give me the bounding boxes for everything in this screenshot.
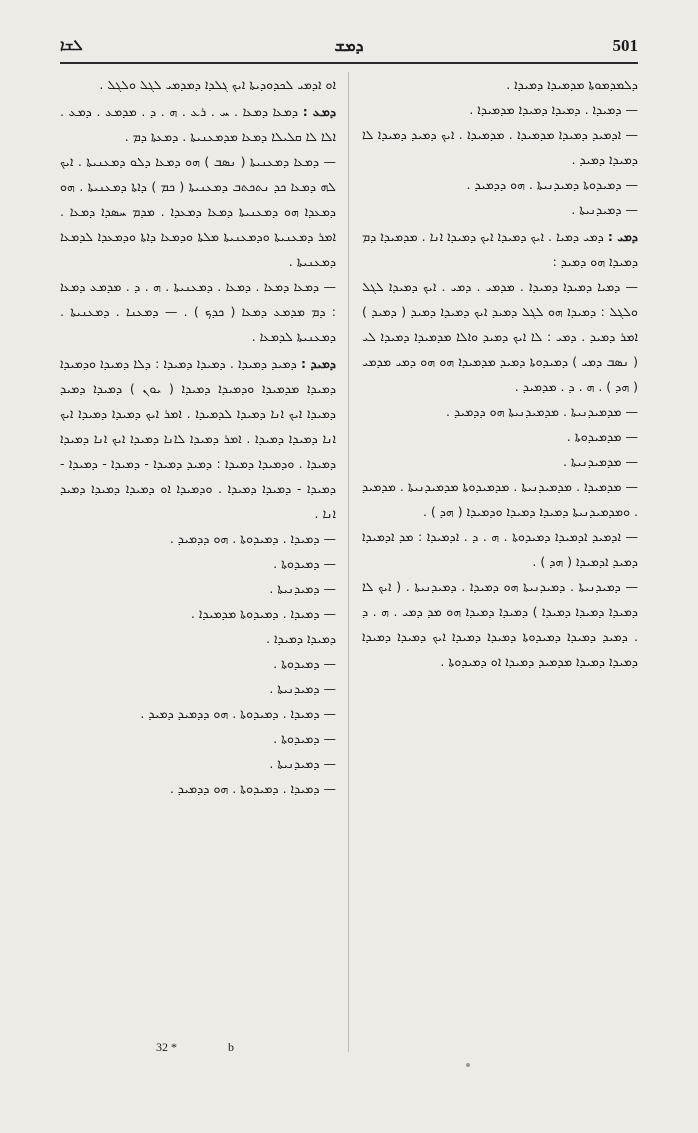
entry-text: — ܕܡܝܕܐ . ܕܡܝܕܘܬܐ ܡܕܡܝܕܐ . bbox=[190, 606, 336, 621]
entry-text: — ܕܡܝܕܐ . ܕܡܝܕܘܬܐ . ܗܘ ܕܕܡܝܕ . bbox=[169, 781, 336, 796]
sub-entry bbox=[362, 524, 638, 574]
sub-entry bbox=[60, 576, 336, 601]
sub-entry bbox=[362, 97, 638, 122]
entry-text: — ܕܡܝܕܢܝܬܐ . bbox=[571, 202, 638, 217]
page-number: 501 bbox=[612, 36, 638, 55]
running-header bbox=[60, 26, 638, 64]
sub-entry bbox=[60, 526, 336, 551]
main-entry bbox=[60, 99, 336, 149]
sub-entry bbox=[60, 676, 336, 701]
sub-entry bbox=[362, 172, 638, 197]
entry-text: — ܕܡܝܕܢܝܬܐ . bbox=[269, 681, 336, 696]
sub-entry bbox=[60, 651, 336, 676]
signature-letter: b bbox=[228, 1040, 234, 1054]
header-left-folio: ܠܫܐ bbox=[60, 36, 83, 54]
sub-entry bbox=[362, 274, 638, 399]
sub-entry bbox=[362, 474, 638, 524]
entry-text: — ܕܡܝܕܘܬܐ . bbox=[273, 731, 336, 746]
sub-entry bbox=[60, 701, 336, 726]
sub-entry bbox=[60, 776, 336, 801]
right-column bbox=[362, 72, 638, 1052]
column-divider bbox=[348, 72, 349, 1052]
entry-text: — ܕܡܝܕܐ . ܕܡܝܕܐ ܕܡܝܕܐ ܡܕܡܝܕܐ . bbox=[469, 102, 638, 117]
main-entry bbox=[60, 351, 336, 526]
entry-text: ܕܡܝܕܐ ܕܡܝܕܐ . bbox=[266, 631, 336, 646]
sub-entry bbox=[60, 626, 336, 651]
entry-text: — ܐܕܡܝܕ ܐܕܡܝܕܐ ܕܡܝܕܘܬܐ . ܗ . ܕ . ܐܕܡܝܕܐ : ܡܕ ܐܕܡܝܕܐ ܕܡܝܕ ܐܕܡܝܕܐ ( ܗܕ ) . bbox=[362, 529, 638, 569]
sub-entry bbox=[60, 72, 336, 97]
sub-entry bbox=[60, 601, 336, 626]
entry-text: — ܡܕܡܝܕܢܝܬܐ . bbox=[562, 454, 638, 469]
entry-text: — ܡܕܡܝܕܐ . ܡܕܡܝܕܢܝܬܐ . ܡܕܡܝܕܘܬܐ ܡܕܡܝܕܢܝܬܐ . ܡܕܡܝܕ . ܘܡܕܡܝܕܢܝܬܐ ܕܡܝܕܐ ܕܡܝܕܐ ܘܕܡܝܕܐ ( ܗܕ ) . bbox=[362, 479, 638, 519]
main-entry bbox=[362, 224, 638, 274]
entry-text: — ܕܡܝܕܢܝܬܐ . bbox=[269, 581, 336, 596]
sub-entry bbox=[362, 197, 638, 222]
entry-text: — ܡܕܡܝܕܘܬܐ . bbox=[566, 429, 638, 444]
entry-text: — ܕܡܝܕܢܝܬܐ . ܕܡܝܕܢܝܬܐ ܗܘ ܕܡܝܕܐ . ܕܡܝܕܢܝܬܐ . ( ܐܝܟ ܠܐ ܕܡܝܕܐ ܕܡܝܕܐ ܕܡܝܕܐ ) ܕܡܝܕܐ ܕܡܝܕܐ ܗܘ ܡܕ ܕܡܝ . ܗ . ܕ . ܕܡܝܕ ܕܡܝܕܐ ܕܡܝܕܘܬܐ ܕܡܝܕܐ ܕܡܝܕܐ ܐܝܟ ܕܡܝܕܐ ܕܡܝܕܐ ܕܡܝܕܐ ܕܡܝܕܐ ܡܕܡܝܕ ܕܡܝܕܐ ܐܘ ܕܡܝܕܘܬܐ . bbox=[362, 579, 638, 669]
entry-text: — ܕܡܝܐ ܕܡܝܕܐ ܕܡܝܕܐ . ܡܕܡܝ . ܕܡܝ . ܐܝܟ ܕܡܝܕܐ ܠܓܠ ܘܠܓܠ : ܕܡܝܕܐ ܗܘ ܠܓܠ ܕܡܝܕ ܐܝܟ ܕܡܝܕܐ ܕܡܝܕ ( ܕܡܝܕ ) ܐܡܪ ܕܡܝܕ . ܕܡܝ : ܠܐ ܐܝܟ ܕܡܝܕ ܘܐܠܐ ܡܕܡܝܕܐ ܕܡܝܕܐ ܠܝ ( ܢܣܒ ܕܡܝ ) ܕܡܝܕܘܬܐ ܕܡܝܕ ܡܕܡܝܕܐ ܗܘ ܗܘ ܕܡܝ ܡܕܡܝ ( ܗܕ ) . ܗ . ܕ . ܡܕܡܝܕ . bbox=[362, 279, 638, 394]
entry-text: — ܕܡܝܕܢܝܬܐ . bbox=[269, 756, 336, 771]
sub-entry bbox=[60, 726, 336, 751]
header-catchword: ܕܡܫ bbox=[334, 36, 364, 55]
sub-entry bbox=[362, 399, 638, 424]
sub-entry bbox=[362, 72, 638, 97]
entry-text: — ܕܡܝܕܘܬܐ . bbox=[273, 656, 336, 671]
entry-text: ܕܡܝܕ ܕܡܝܕܐ . ܕܡܝܕܐ ܕܡܝܕܐ : ܕܠܐ ܕܡܝܕܐ ܘܕܡܝܕܐ ܕܡܝܕܐ ܡܕܡܝܕܐ ܘܕܡܝܕܐ ܕܡܝܕܐ ( ܝܘܢ ) ܕܡܝܕܐ ܕܡܝܕ ܕܡܝܕܐ ܐܝܟ ܐܢܐ ܕܡܝܕܐ ܠܕܡܝܕܐ . ܐܡܪ ܐܝܟ ܕܡܝܕܐ ܕܡܝܕܐ ܐܝܟ ܐܢܐ ܕܡܝܕܐ ܕܡܝܕܐ . ܐܡܪ ܕܡܝܕܐ ܠܐܢܐ ܕܡܝܕܐ ܐܝܟ ܐܢܐ ܕܡܝܕܐ ܕܡܝܕܐ . ܘܕܡܝܕܐ ܕܡܝܕܐ : ܕܡܝܕ ܕܡܝܕܐ - ܕܡܝܕܐ - ܕܡܝܕܐ - ܕܡܝܕܐ - ܕܡܝܕܐ ܕܡܝܕܐ . ܘܕܡܝܕܐ ܐܘ ܕܡܝܕܐ ܕܡܝܕܐ ܕܡܝܕ ܐܢܐ . bbox=[60, 356, 336, 521]
left-column bbox=[60, 72, 336, 1052]
sub-entry bbox=[362, 424, 638, 449]
print-speck bbox=[466, 1063, 470, 1067]
sub-entry bbox=[60, 551, 336, 576]
signature-number: 32 * bbox=[156, 1040, 177, 1054]
entry-text: — ܕܡܝܕܐ . ܕܡܝܕܘܬܐ . ܗܘ ܕܕܡܝܕ . bbox=[169, 531, 336, 546]
entry-text: — ܕܡܝܕܘܬܐ . bbox=[273, 556, 336, 571]
entry-headword: ܕܡܥ : bbox=[302, 104, 336, 119]
sub-entry bbox=[60, 149, 336, 274]
entry-text: — ܕܡܥܐ ܕܡܥܐ . ܕܡܥܐ . ܕܡܥܢܝܬܐ . ܗ . ܕ . ܡܕܡܥ ܕܡܥܐ : ܕܡ ܡܕܡܥ ܕܡܥܐ ( ܟܕܟ ) . — ܕܡܥܢܐ . ܕܡܥܢܝܬܐ . ܕܡܥܢܝܬܐ ܠܕܡܥܐ . bbox=[60, 279, 336, 344]
entry-headword: ܕܡܝܕ : bbox=[300, 356, 336, 371]
entry-text: — ܕܡܝܕܘܬܐ ܕܡܝܕܢܝܬܐ . ܗܘ ܕܕܡܝܕ . bbox=[466, 177, 638, 192]
entry-text: — ܡܕܡܝܕܢܝܬܐ . ܡܕܡܝܕܢܝܬܐ ܗܘ ܕܕܡܝܕ . bbox=[446, 404, 638, 419]
sub-entry bbox=[60, 274, 336, 349]
entry-text: ܕܡܝ ܕܡܝܐ . ܐܝܟ ܕܡܝܕܐ ܐܝܟ ܕܡܝܕܐ ܐܢܐ . ܡܕܡܝܕܐ ܕܡ ܕܡܝܕܐ ܗܘ ܕܡܝܕ : bbox=[362, 229, 638, 269]
sub-entry bbox=[362, 122, 638, 172]
entry-text: — ܐܕܡܝܕ ܕܡܝܕܐ ܡܕܡܝܕܐ . ܡܕܡܝܕܐ . ܐܝܟ ܕܡܝܕ ܕܡܝܕܐ ܠܐ ܕܡܝܕܐ ܕܡܝܕ . bbox=[362, 127, 638, 167]
entry-text: ܐܘ ܐܕܡܝ ܠܟܕܘܕܝܬܐ ܐܝܟ ܓܠܕܐ ܕܡܕܡܝ ܠܓܠ ܘܠܓܠ . bbox=[99, 77, 336, 92]
entry-text: — ܕܡܝܕܐ . ܕܡܝܕܘܬܐ . ܗܘ ܕܕܡܝܕ ܕܡܝܕ . bbox=[140, 706, 336, 721]
entry-headword: ܕܡܝ : bbox=[607, 229, 638, 244]
entry-text: ܕܡܥܐ ܕܡܥܐ . ܚ . ܪܥ . ܗ . ܕ . ܡܕܡܥ . ܕܡܥ . ܐܠܐ ܠܐ ܩܠܝܠܐ ܕܡܥܐ ܡܕܡܥܢܝܬܐ . ܕܡܥܬܐ ܕܡ . bbox=[60, 104, 336, 144]
entry-text: — ܕܡܥܐ ܕܡܥܢܝܬܐ ( ܢܣܒ ) ܗܘ ܕܡܥܐ ܕܠܘ ܕܡܥܢܝܬܐ . ܐܝܟ ܠܗ ܕܡܥܐ ܟܕ ܢܬܟܬܒ ܕܡܥܢܝܬܐ ( ܟܡ ) ܕܐܬܐ ܕܡܥܢܝܬܐ . ܗܘ ܕܡܥܕܐ ܗܘ ܕܡܥܢܝܬܐ ܕܡܥܐ ܕܡܥܕܐ . ܡܕܡ ܚܣܕܐ ܕܡܥܐ . ܐܡܪ ܕܡܥܢܝܬܐ ܘܕܡܥܢܝܬܐ ܡܠܬܐ ܘܕܡܥܐ ܕܐܬܐ ܘܕܡܥܕܐ ܠܕܡܥܐ ܕܡܥܢܝܬܐ . bbox=[60, 154, 336, 269]
sub-entry bbox=[60, 751, 336, 776]
entry-text: ܕܠܡܕܡܘܬܐ ܡܕܡܝܕܐ ܕܡܝܕܐ . bbox=[506, 77, 638, 92]
sub-entry bbox=[362, 574, 638, 674]
signature-footer bbox=[60, 1040, 336, 1060]
sub-entry bbox=[362, 449, 638, 474]
